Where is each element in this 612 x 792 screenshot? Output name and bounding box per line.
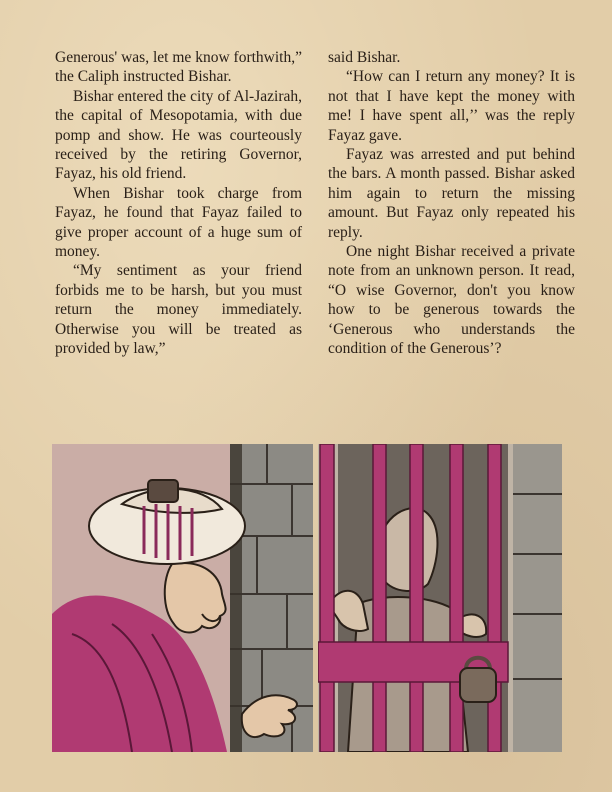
paragraph: Generous' was, let me know forthwith,” the Caliph instructed Bishar.	[55, 49, 302, 86]
illustration-bishar	[52, 444, 313, 752]
stone-wall	[513, 444, 562, 752]
paragraph: One night Bishar received a private note from an unknown person. It read, “O wise Governor, don't you know how to be generous towards the ‘Generous who understands the condition of the Generous’?	[328, 243, 575, 358]
paragraph: said Bishar.	[328, 49, 401, 66]
text-column-left	[55, 48, 302, 359]
paragraph: Bishar entered the city of Al-Jazirah, the capital of Mesopotamia, with due pomp and show. He was courteously received by the retiring Governor, Fayaz, his old friend.	[55, 87, 302, 183]
illustration-fayaz-jail	[318, 444, 562, 752]
paragraph: When Bishar took charge from Fayaz, he found that Fayaz failed to give proper account of a huge sum of money.	[55, 184, 302, 261]
paragraph: “My sentiment as your friend forbids me to be harsh, but you must return the money immediately. Otherwise you will be treated as provided by law,”	[55, 262, 302, 358]
paragraph: “How can I return any money? It is not that I have kept the money with me! I have spent all,’’ was the reply Fayaz gave.	[328, 68, 575, 144]
text-column-right	[328, 48, 575, 359]
paragraph: Fayaz was arrested and put behind the bars. A month passed. Bishar asked him again to return the missing amount. But Fayaz only repeated his reply.	[328, 146, 575, 241]
